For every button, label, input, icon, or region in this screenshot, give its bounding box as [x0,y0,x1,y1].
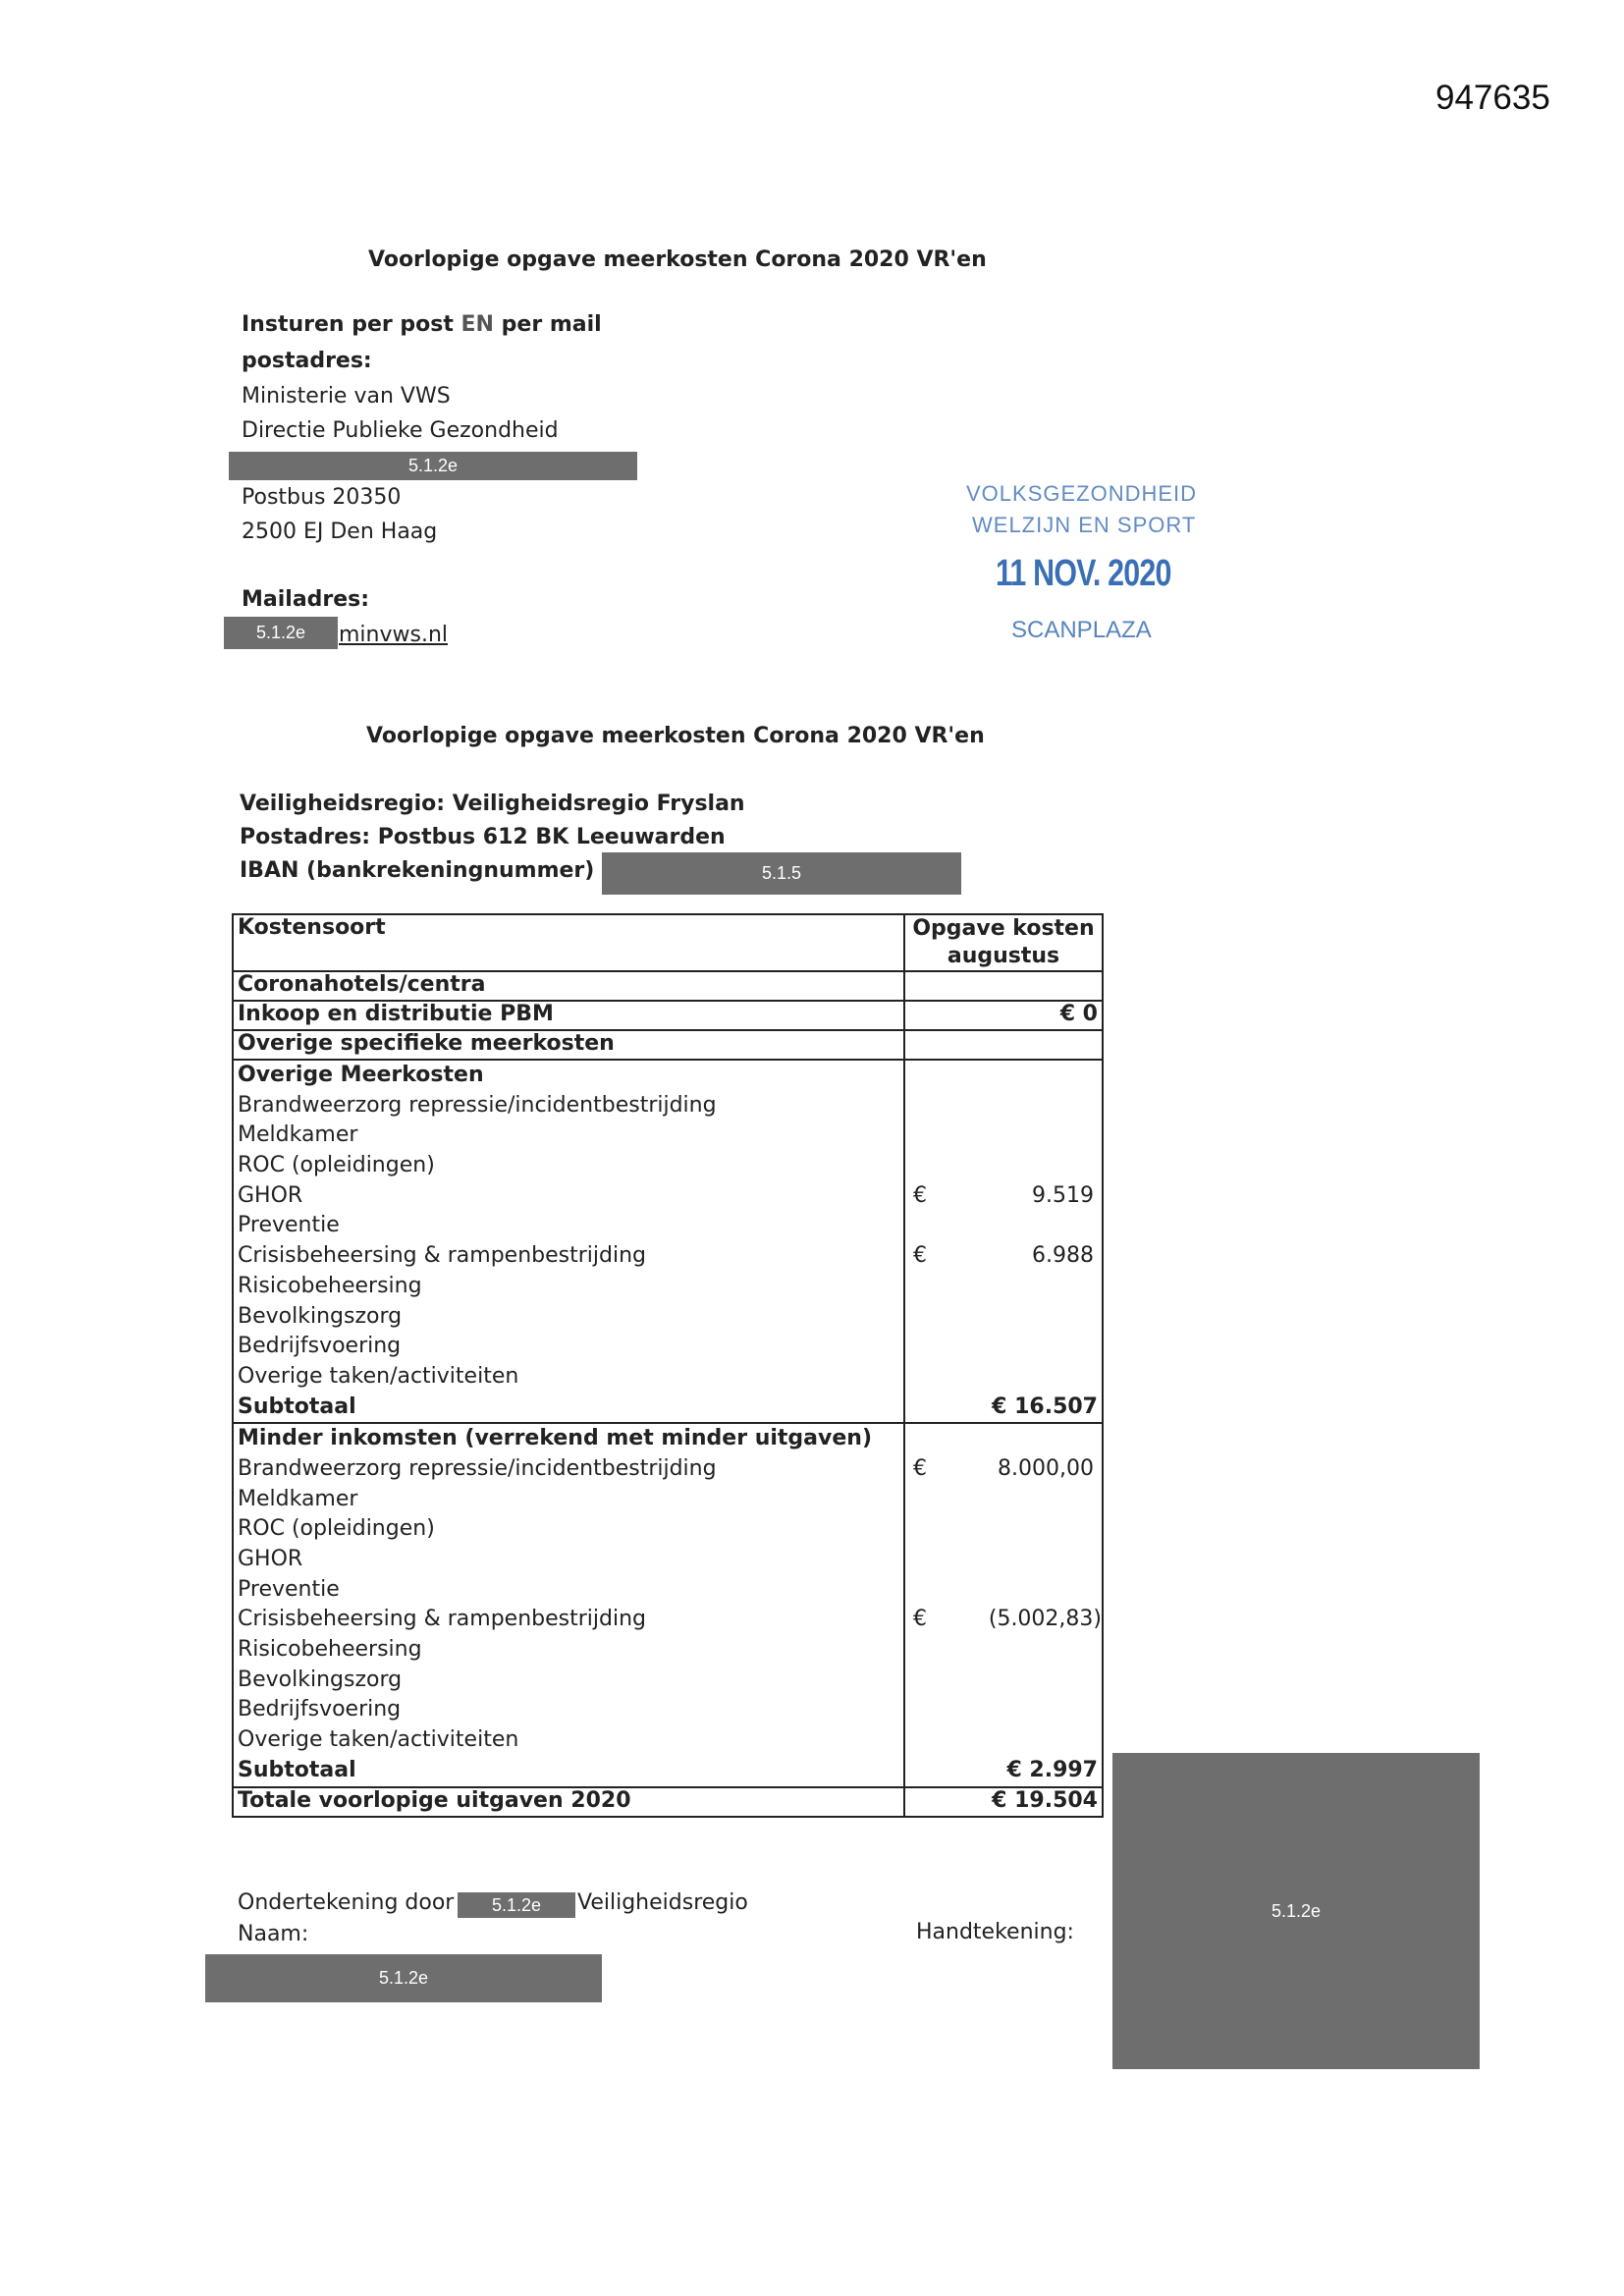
list-item: Overige taken/activiteiten [238,1363,519,1389]
value-cell [905,1695,1102,1725]
row-specific-value [904,1030,1103,1060]
list-item: Overige taken/activiteiten [238,1727,519,1753]
list-item: Crisisbeheersing & rampenbestrijding [238,1243,646,1269]
blank-cell [905,1424,1102,1454]
subtotal-2-label: Subtotaal [238,1757,356,1782]
page-title: Voorlopige opgave meerkosten Corona 2020 VR'en [368,247,987,272]
list-item: GHOR [238,1182,303,1208]
mail-redaction: 5.1.2e [224,617,338,649]
section1-title: Overige Meerkosten [238,1063,484,1087]
list-item: GHOR [238,1547,303,1571]
section2-labels [233,1423,904,1786]
value-cell [905,1332,1102,1362]
value-cell-brandweer: € 8.000,00 [913,1455,1094,1481]
form-title: Voorlopige opgave meerkosten Corona 2020 VR'en [366,724,985,748]
section2-values [904,1423,1103,1786]
section1-values [904,1060,1103,1423]
section-overige-meerkosten [233,1060,1103,1423]
value-cell [905,1272,1102,1302]
row-coronahotels: Coronahotels/centra [233,971,904,1001]
list-item: Bevolkingszorg [238,1303,403,1329]
send-heading [242,312,602,337]
value-cell [905,1362,1102,1393]
list-item: ROC (opleidingen) [238,1153,435,1178]
table-header-row [233,914,1103,971]
section-minder-inkomsten [233,1423,1103,1786]
value-cell [905,1635,1102,1666]
list-item: Brandweerzorg repressie/incidentbestrijding [238,1455,717,1481]
mail-domain: minvws.nl [339,623,449,647]
value-cell [905,1545,1102,1575]
header-kostensoort: Kostensoort [233,914,904,971]
blank-cell [905,1061,1102,1091]
signed-by-redaction: 5.1.2e [458,1892,575,1918]
list-item: Meldkamer [238,1486,358,1511]
value-cell [905,1725,1102,1756]
stamp-line-3: SCANPLAZA [1011,617,1152,643]
iban-redaction: 5.1.5 [602,852,961,895]
address-line-4: 2500 EJ Den Haag [242,519,438,544]
subtotal-1-value: € 16.507 [992,1394,1098,1419]
row-specific: Overige specifieke meerkosten [233,1030,904,1060]
header-opgave: Opgave kosten augustus [904,914,1103,971]
section1-labels [233,1060,904,1423]
subtotal-1-label: Subtotaal [238,1394,356,1419]
value-cell [905,1666,1102,1696]
value-cell [905,1211,1102,1241]
mail-label: Mailadres: [242,587,370,612]
signature-label: Handtekening: [916,1920,1074,1944]
total-value: € 19.504 [904,1787,1103,1817]
list-item: Preventie [238,1576,340,1602]
list-item: Bedrijfsvoering [238,1697,402,1722]
cost-table [232,913,1104,1818]
subtotal-2-value: € 2.997 [1006,1757,1098,1782]
list-item: Bedrijfsvoering [238,1334,402,1359]
value-cell [905,1121,1102,1151]
send-heading-pre: Insturen per post [242,312,461,337]
value-cell [905,1514,1102,1545]
signed-by-suffix: Veiligheidsregio [577,1890,748,1915]
total-row [233,1787,1103,1817]
value-cell-ghor: € 9.519 [913,1182,1094,1208]
signature-redaction: 5.1.2e [1112,1753,1480,2069]
list-item: Crisisbeheersing & rampenbestrijding [238,1607,646,1632]
address-line-3: Postbus 20350 [242,485,402,510]
name-label: Naam: [238,1922,309,1946]
signed-by-label: Ondertekening door [238,1890,455,1915]
postal-line: Postadres: Postbus 612 BK Leeuwarden [240,825,726,849]
list-item: Bevolkingszorg [238,1667,403,1692]
row-coronahotels-value [904,971,1103,1001]
list-item: Risicobeheersing [238,1273,422,1298]
region-line: Veiligheidsregio: Veiligheidsregio Fryslan [240,792,745,816]
address-redaction: 5.1.2e [229,452,637,480]
value-cell [905,1091,1102,1121]
send-heading-post: per mail [493,312,602,337]
value-cell [905,1302,1102,1333]
list-item: Risicobeheersing [238,1637,422,1663]
address-line-2: Directie Publieke Gezondheid [242,418,559,443]
address-line-1: Ministerie van VWS [242,384,451,409]
send-heading-en: EN [460,312,494,337]
row-pbm: Inkoop en distributie PBM [233,1001,904,1030]
stamp-line-2: WELZIJN EN SPORT [972,513,1197,537]
list-item: Meldkamer [238,1122,358,1148]
document-number: 947635 [1435,79,1550,117]
stamp-date: 11 NOV. 2020 [996,553,1171,594]
total-label: Totale voorlopige uitgaven 2020 [233,1787,904,1817]
value-cell [905,1151,1102,1181]
value-cell-crisis: € 6.988 [913,1243,1094,1269]
iban-label: IBAN (bankrekeningnummer) [240,858,595,883]
value-cell [905,1575,1102,1606]
table-row [233,971,1103,1001]
postal-label: postadres: [242,349,372,373]
section2-title: Minder inkomsten (verrekend met minder uitgaven) [238,1426,872,1451]
list-item: ROC (opleidingen) [238,1516,435,1542]
row-pbm-value: € 0 [904,1001,1103,1030]
name-redaction: 5.1.2e [205,1954,602,2002]
value-cell [905,1485,1102,1515]
table-row [233,1001,1103,1030]
stamp-line-1: VOLKSGEZONDHEID [966,481,1198,506]
list-item: Preventie [238,1213,340,1238]
table-row [233,1030,1103,1060]
value-cell-crisis: € (5.002,83) [913,1607,1102,1632]
list-item: Brandweerzorg repressie/incidentbestrijding [238,1092,717,1118]
